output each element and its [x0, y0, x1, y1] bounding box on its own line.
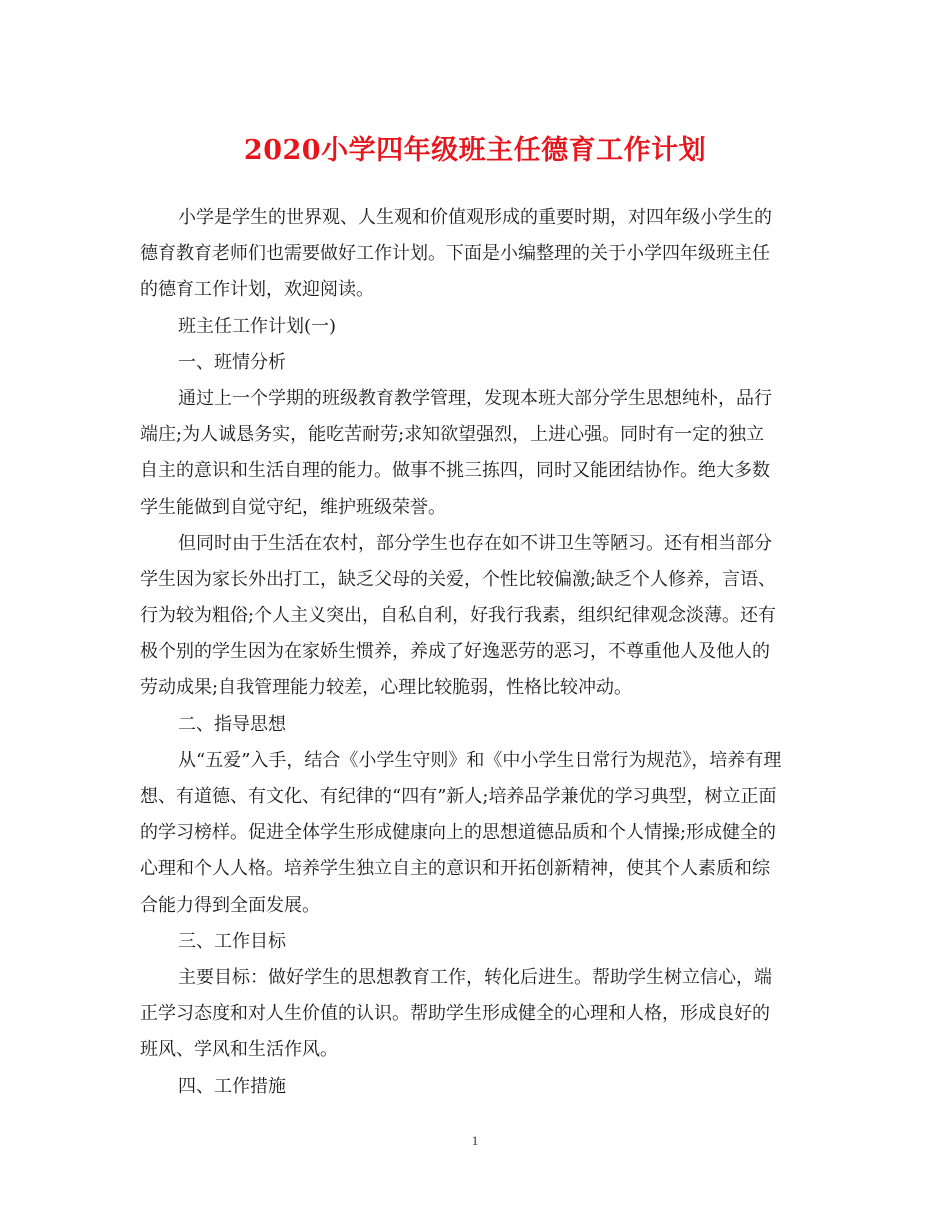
text-line: 正学习态度和对人生价值的认识。帮助学生形成健全的心理和人格，形成良好的 — [140, 1003, 770, 1025]
document-title: 2020小学四年级班主任德育工作计划 — [243, 135, 707, 166]
text-line: 通过上一个学期的班级教育教学管理，发现本班大部分学生思想纯朴，品行 — [178, 387, 772, 409]
text-line: 的德育工作计划，欢迎阅读。 — [140, 279, 374, 301]
text-line: 合能力得到全面发展。 — [140, 894, 320, 916]
text-line: 二、指导思想 — [178, 713, 286, 735]
text-line: 班风、学风和生活作风。 — [140, 1039, 338, 1061]
text-line: 心理和个人人格。培养学生独立自主的意识和开拓创新精神，使其个人素质和综 — [140, 858, 770, 880]
text-line: 主要目标：做好学生的思想教育工作，转化后进生。帮助学生树立信心，端 — [178, 966, 772, 988]
text-line: 自主的意识和生活自理的能力。做事不挑三拣四，同时又能团结协作。绝大多数 — [140, 460, 770, 482]
text-line: 德育教育老师们也需要做好工作计划。下面是小编整理的关于小学四年级班主任 — [140, 243, 770, 265]
text-line: 三、工作目标 — [178, 930, 286, 952]
text-line: 劳动成果;自我管理能力较差，心理比较脆弱，性格比较冲动。 — [140, 677, 633, 699]
page-number: 1 — [471, 1133, 479, 1148]
text-line: 极个别的学生因为在家娇生惯养，养成了好逸恶劳的恶习，不尊重他人及他人的 — [140, 641, 770, 663]
text-line: 班主任工作计划(一) — [178, 315, 337, 337]
text-line: 一、班情分析 — [178, 351, 286, 373]
text-line: 端庄;为人诚恳务实，能吃苦耐劳;求知欲望强烈，上进心强。同时有一定的独立 — [140, 424, 765, 446]
text-line: 从“五爱”入手，结合《小学生守则》和《中小学生日常行为规范》，培养有理 — [178, 749, 782, 771]
text-line: 小学是学生的世界观、人生观和价值观形成的重要时期，对四年级小学生的 — [178, 207, 772, 228]
text-line: 但同时由于生活在农村，部分学生也存在如不讲卫生等陋习。还有相当部分 — [178, 532, 772, 554]
document-body — [140, 200, 820, 1105]
text-line: 四、工作措施 — [178, 1075, 286, 1097]
text-line: 的学习榜样。促进全体学生形成健康向上的思想道德品质和个人情操;形成健全的 — [140, 822, 777, 844]
text-line: 行为较为粗俗;个人主义突出，自私自利，好我行我素，组织纪律观念淡薄。还有 — [140, 605, 777, 627]
text-line: 想、有道德、有文化、有纪律的“四有”新人;培养品学兼优的学习典型，树立正面 — [140, 786, 777, 807]
text-line: 学生能做到自觉守纪，维护班级荣誉。 — [140, 496, 446, 518]
text-line: 学生因为家长外出打工，缺乏父母的关爱，个性比较偏激;缺乏个人修养，言语、 — [140, 568, 777, 590]
